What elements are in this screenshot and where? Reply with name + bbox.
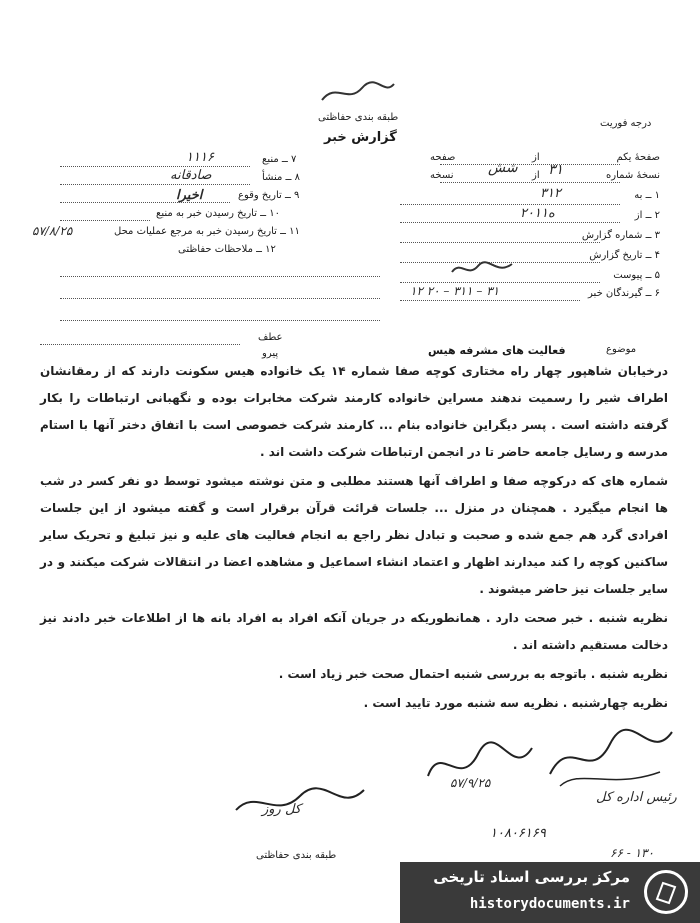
- subject-annotation-bottom: پیرو: [262, 348, 279, 359]
- body-paragraph-2: شماره های که درکوچه صفا و اطراف آنها هستند مطلبی و متن نوشته میشود توسط دو نفر کسر در شب ها انجام میگیرد . همچنان در منزل ... جلسات قرائت قرآن برقرار است و گفته میشود از این جلسات افرادی گرد هم جمع شده و صحبت و تبادل نظر راجع به انجام فعالیت های علیه و نیز تبلیغ و تحریک سایر ساکنین کوچه را کند میدارند اظهار و اعتماد انشاء اسماعیل و مشاهده اعضا در انتقالات شرکت میکنند و در سایر جلسات نیز حاضر میشوند .: [40, 474, 668, 596]
- watermark-url: historydocuments.ir: [469, 896, 630, 912]
- field-page-of: از: [532, 152, 540, 163]
- classification-bottom: طبقه بندی حفاظتی: [256, 850, 337, 861]
- field-origin-label: ۸ ــ منشأ: [262, 172, 300, 183]
- field-report-date-label: ۴ ــ تاریخ گزارش: [589, 250, 660, 261]
- field-copy-of: از: [532, 170, 540, 181]
- report-body: [40, 358, 668, 719]
- page-title: گزارش خبر: [324, 130, 397, 145]
- classification-top: طبقه بندی حفاظتی: [318, 112, 399, 123]
- middle-signature-date: ۵۷/۹/۲۵: [450, 776, 491, 790]
- field-source-label: ۷ ــ منبع: [262, 154, 297, 165]
- left-signature-text: کل روز: [262, 802, 301, 817]
- attachment-scribble: [448, 258, 518, 280]
- recipients-value-hand: ۱۲ ۲۰ – ۳۱۱ – ۳۱: [410, 284, 500, 298]
- field-attachment-label: ۵ ــ پیوست: [613, 270, 660, 281]
- body-paragraph-3: نظریه شنبه . خبر صحت دارد . همانطوریکه در جریان آنکه افراد به افراد بانه ها از اطلاعات خبر دادند نیز دخالت مستقیم داشته اند .: [40, 611, 668, 652]
- urgency-label: درجه فوریت: [600, 118, 652, 129]
- field-arrival-source-label: ۱۰ ــ تاریخ رسیدن خبر به منبع: [156, 208, 280, 219]
- right-signature-scribble: [540, 724, 680, 794]
- copy-number-hand: ۳۱: [548, 162, 564, 178]
- from-value-hand: ۲۰۱۱ه: [520, 206, 555, 221]
- copy-of-hand: شش: [488, 160, 518, 176]
- field-copy-label: نسخهٔ شماره: [606, 170, 660, 181]
- field-to-label: ۱ ــ به: [634, 190, 660, 201]
- occurrence-value-hand: اخیرا: [176, 188, 203, 203]
- body-paragraph-1: درخیابان شاهپور چهار راه مختاری کوچه صفا شماره ۱۴ یک خانواده هیس سکونت دارند که از رمقانشان اطراف شیر را رسمیت ندهند مسراین خانواده کارمند شرکت مخابرات بوده و نگهبانی ارتباطات را بکار گرفته داشته است . پسر دیگراین خانواده بنام ... کارمند شرکت خصوصی است با اتفاق دختر آنها با استام مدرسه و رسایل جامعه حاضر تا در انجمن ارتباطات شرکت داشت اند .: [40, 364, 668, 459]
- body-paragraph-5: نظریه چهارشنبه . نظریه سه شنبه مورد تایید است .: [363, 696, 668, 710]
- watermark-bar: [400, 862, 700, 923]
- field-occurrence-label: ۹ ــ تاریخ وقوع: [238, 190, 300, 201]
- to-value-hand: ۳۱۲: [540, 186, 561, 201]
- stamp-number: ۱۰۸۰۶۱۶۹: [490, 826, 546, 841]
- watermark-title: مرکز بررسی اسناد تاریخی: [433, 868, 630, 886]
- field-from-label: ۲ ــ از: [634, 210, 660, 221]
- right-signature-text: رئیس اداره کل: [596, 790, 677, 805]
- source-value-hand: ۱۱۱۶: [186, 150, 214, 165]
- subject-value: فعالیت های مشرفه هیس: [428, 344, 566, 357]
- subject-annotation-top: عطف: [258, 332, 283, 343]
- arrival-date-hand: ۵۷/۸/۲۵: [32, 224, 73, 238]
- field-security-notes-label: ۱۲ ــ ملاحظات حفاظتی: [178, 244, 276, 255]
- subject-label: موضوع: [606, 344, 637, 355]
- code-number: ۶۶ - ۱۳۰: [610, 846, 654, 860]
- field-page-label: صفحهٔ یکم: [616, 152, 660, 163]
- archive-logo-icon: [644, 870, 688, 914]
- field-page-end: صفحه: [430, 152, 456, 163]
- field-arrival-local-label: ۱۱ ــ تاریخ رسیدن خبر به مرجع عملیات محل: [114, 226, 300, 237]
- field-report-number-label: ۳ ــ شماره گزارش: [581, 230, 660, 241]
- top-signature-mark: [318, 78, 398, 108]
- field-recipients-label: ۶ ــ گیرندگان خبر: [588, 288, 660, 299]
- body-paragraph-4: نظریه شنبه . باتوجه به بررسی شنبه احتمال صحت خبر زیاد است .: [278, 667, 668, 681]
- field-copy-end: نسخه: [430, 170, 454, 181]
- origin-value-hand: صادقانه: [170, 168, 212, 183]
